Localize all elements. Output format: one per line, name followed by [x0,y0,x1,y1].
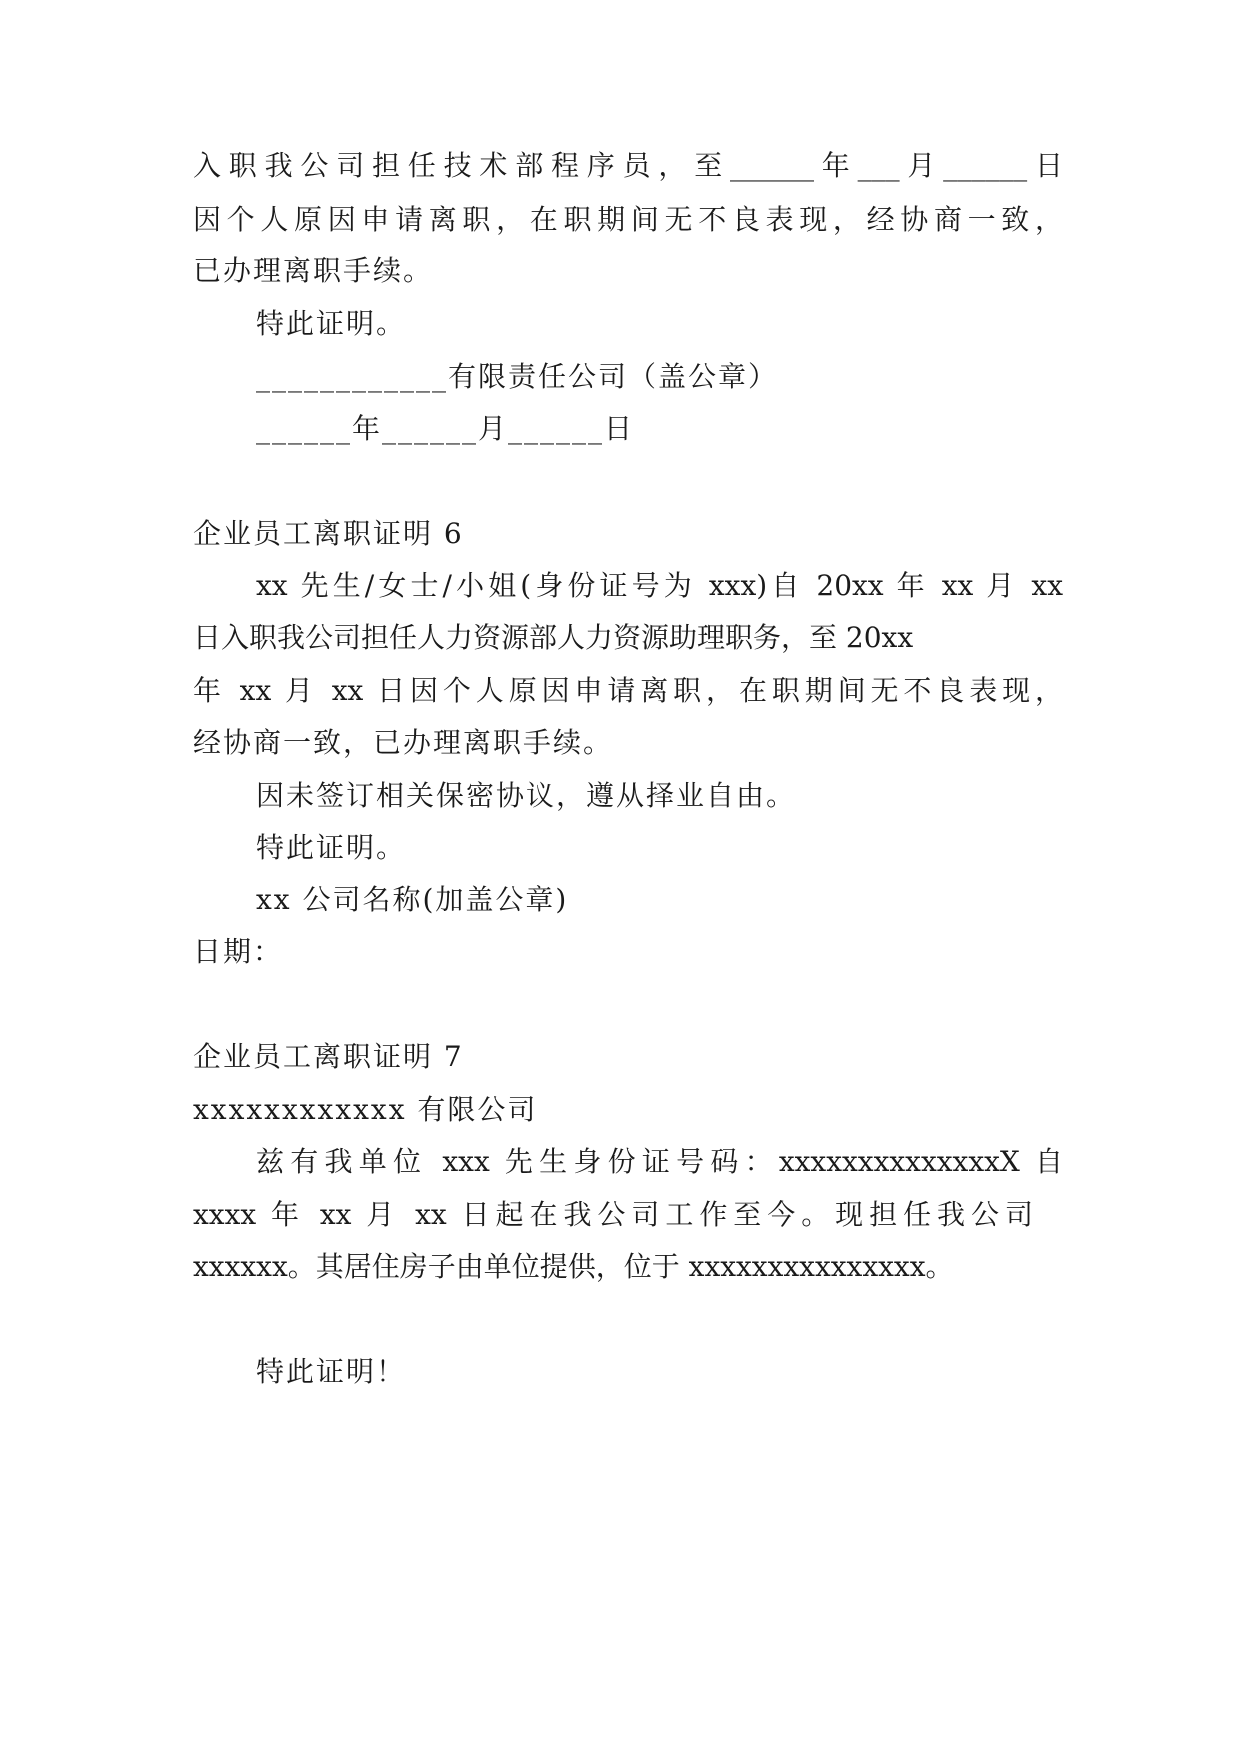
recipient-line: xxxxxxxxxxxx 有限公司 [193,1093,538,1126]
company-signature: ____________有限责任公司（盖公章） [256,360,779,393]
paragraph-line: 因个人原因申请离职，在职期间无不良表现，经协商一致， [193,203,1063,236]
paragraph-line: xx 先生/女士/小姐(身份证号为 xxx)自 20xx 年 xx 月 xx [256,569,1063,602]
paragraph-line: xxxx 年 xx 月 xx 日起在我公司工作至今。现担任我公司 [193,1198,1033,1231]
closing-text: 特此证明！ [256,1355,407,1388]
date-line: ______年______月______日 [256,412,635,445]
paragraph-line: 日入职我公司担任人力资源部人力资源助理职务，至 20xx [193,621,914,654]
section-title: 企业员工离职证明 7 [193,1040,464,1073]
paragraph-line: 年 xx 月 xx 日因个人原因申请离职，在职期间无不良表现， [193,674,1063,707]
date-label: 日期： [193,935,284,968]
paragraph-line: 经协商一致，已办理离职手续。 [193,726,614,759]
closing-text: 特此证明。 [256,307,407,340]
note-text: 因未签订相关保密协议，遵从择业自由。 [256,779,797,812]
paragraph-line: xxxxxx。其居住房子由单位提供，位于 xxxxxxxxxxxxxxx。 [193,1250,954,1283]
section-title: 企业员工离职证明 6 [193,517,464,550]
paragraph-line: 兹有我单位 xxx 先生身份证号码：xxxxxxxxxxxxxxX 自 [256,1145,1063,1178]
paragraph-line: 已办理离职手续。 [193,254,434,287]
closing-text: 特此证明。 [256,831,407,864]
paragraph-line: 入职我公司担任技术部程序员，至______年___月______日 [193,149,1063,182]
company-signature: xx 公司名称(加盖公章) [256,883,569,916]
